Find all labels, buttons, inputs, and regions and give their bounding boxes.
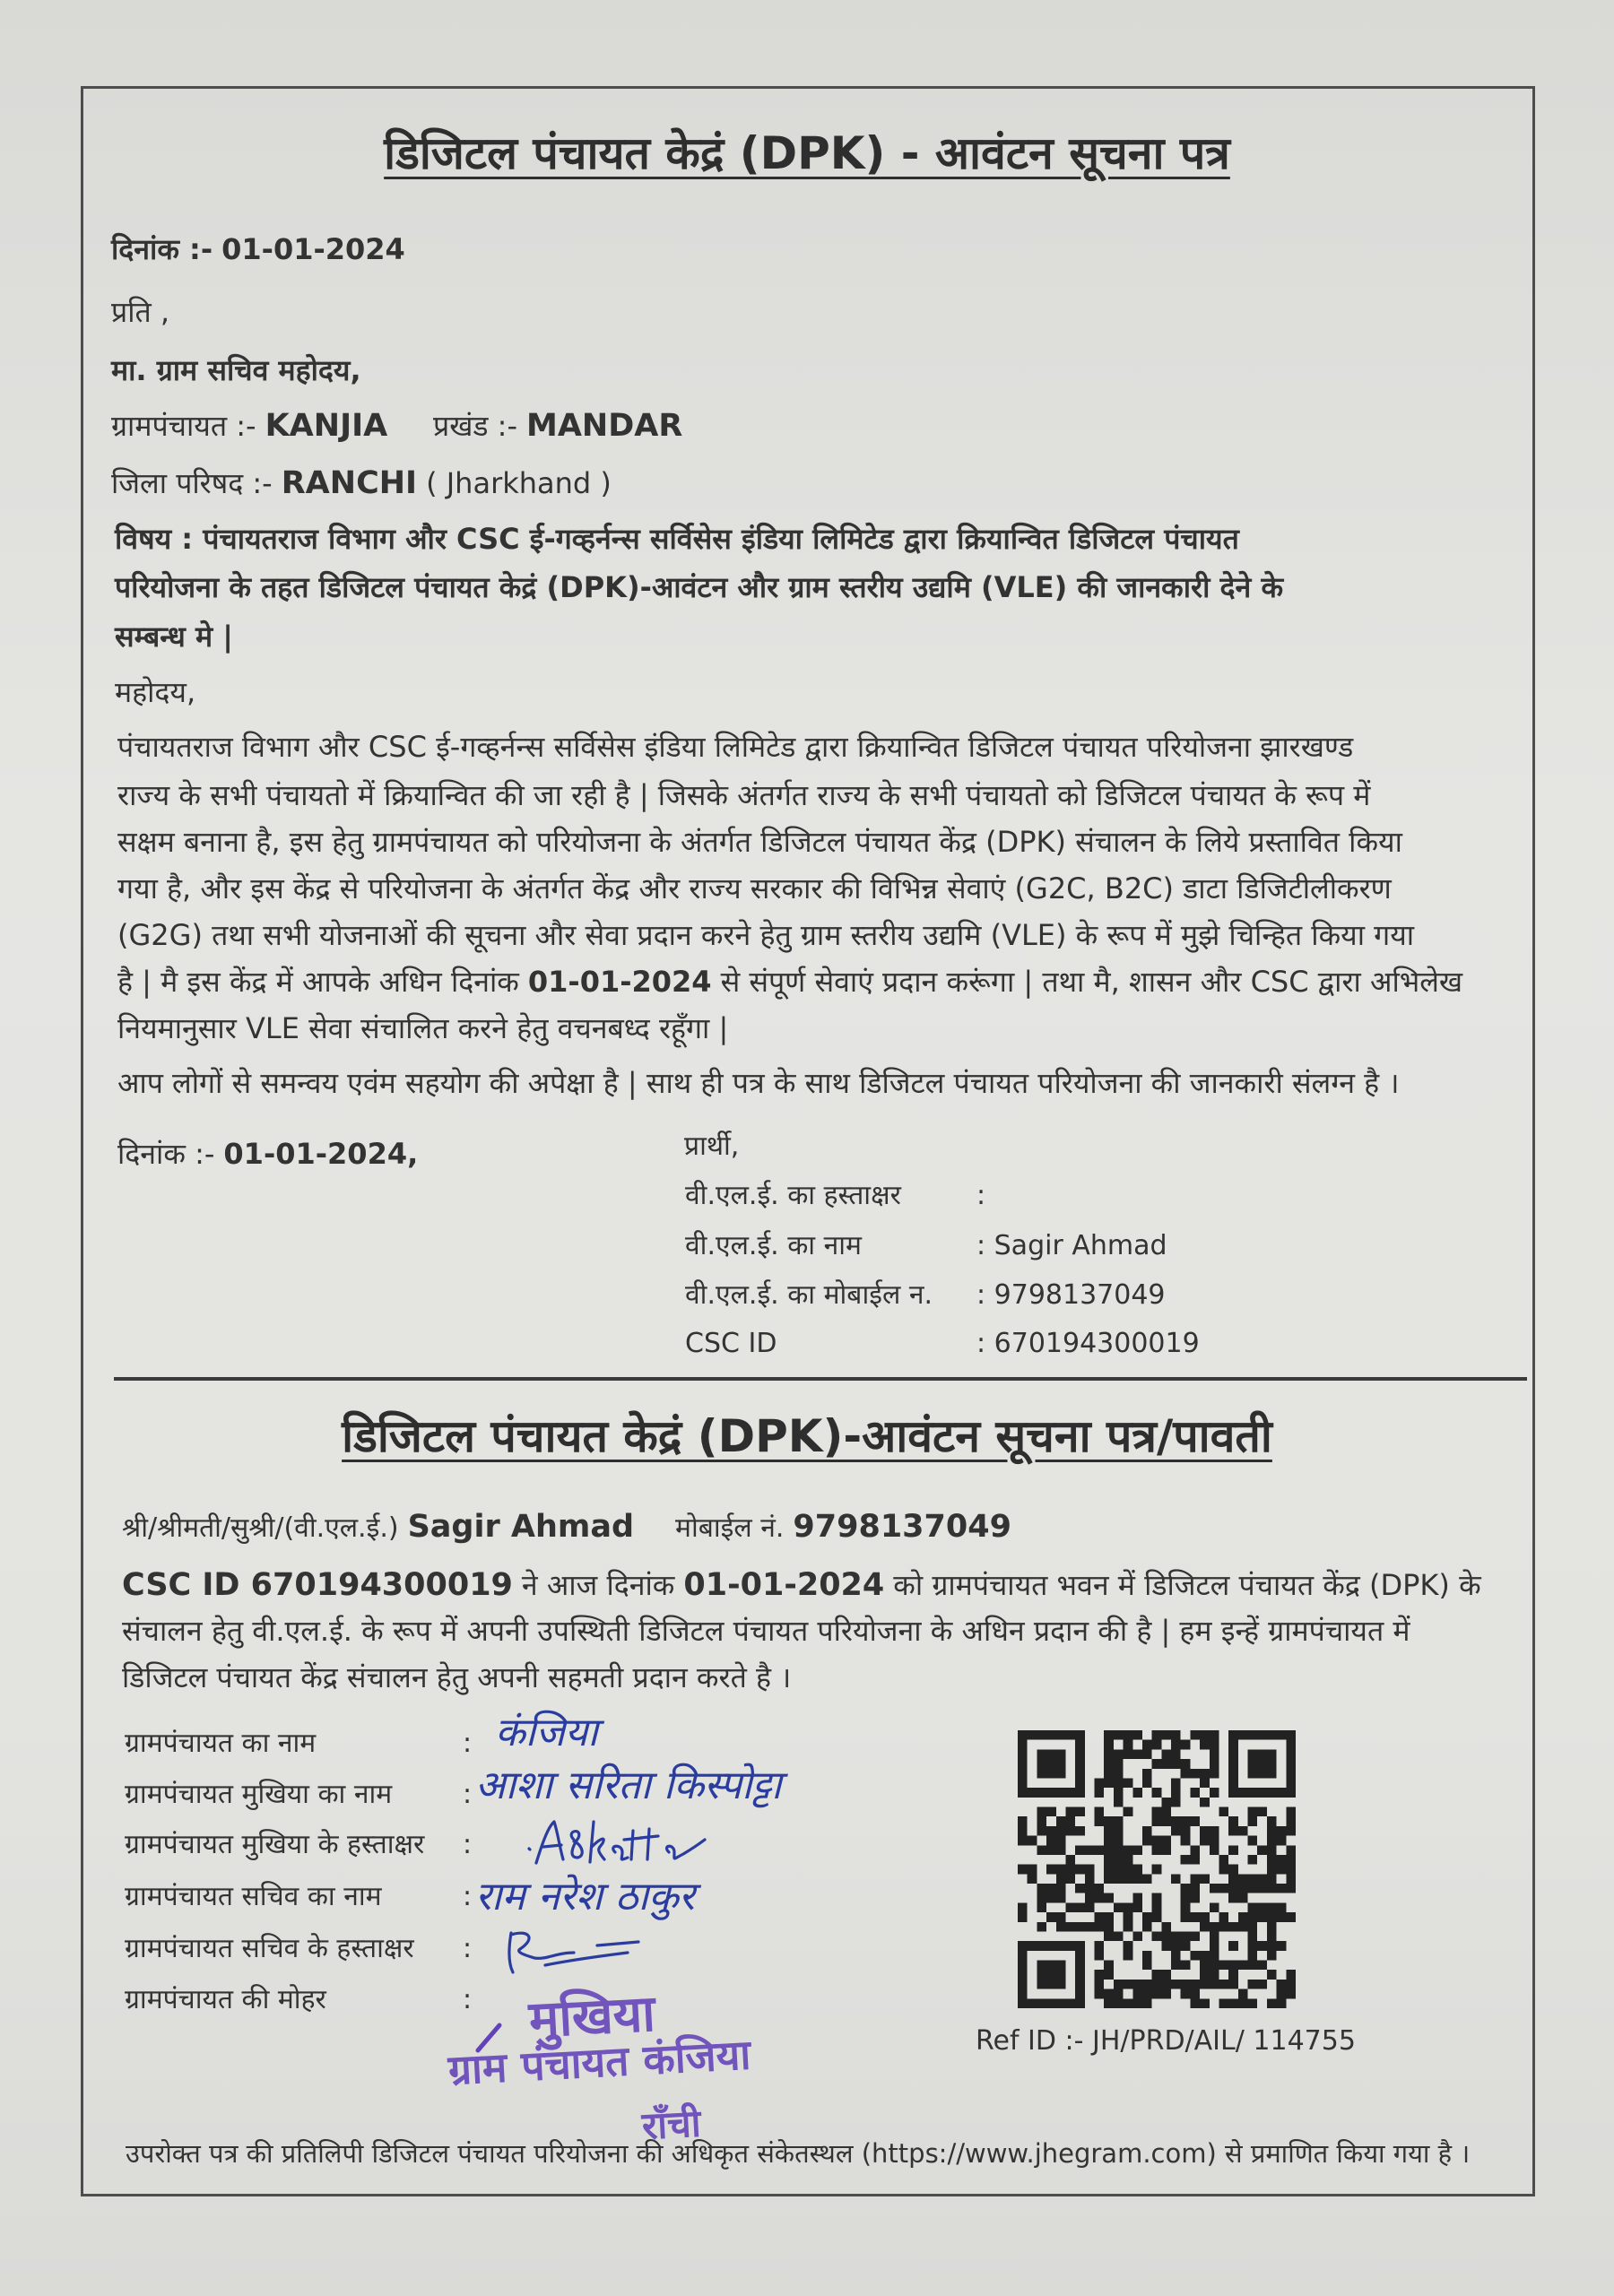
body-line: सक्षम बनाना है, इस हेतु ग्रामपंचायत को परियोजना के अंतर्गत डिजिटल पंचायत केंद्र (DPK) संचालन के लिये प्रस्तावित किया — [117, 825, 1402, 859]
footer-note: उपरोक्त पत्र की प्रतिलिपी डिजिटल पंचायत परियोजना की अधिकृत संकेतस्थल (https://www.jhegram.com) से प्रमाणित किया गया है । — [126, 2138, 1471, 2169]
para-text: को ग्रामपंचायत भवन में डिजिटल पंचायत केंद्र (DPK) के — [893, 1568, 1481, 1602]
field-separator: : — [463, 1933, 473, 1964]
addressee: मा. ग्राम सचिव महोदय, — [111, 353, 361, 387]
handwritten-mukhiya-name: आशा सरिता किस्पोट्टा — [475, 1763, 782, 1808]
csc-id: CSC ID 670194300019 — [122, 1567, 513, 1603]
prati: प्रति , — [111, 295, 170, 329]
gram-panchayat-label: ग्रामपंचायत :- — [111, 409, 256, 443]
mobile-label: मोबाईल नं. — [675, 1512, 785, 1544]
section-divider — [114, 1377, 1527, 1381]
stamp-line-district: राँची — [640, 2101, 702, 2148]
vle-detail-label: CSC ID — [685, 1328, 777, 1359]
para-text: ने आज दिनांक — [521, 1568, 675, 1602]
para-date: 01-01-2024 — [683, 1567, 885, 1603]
block-line — [433, 406, 682, 446]
block-value: MANDAR — [526, 408, 683, 444]
field-separator: : — [463, 1779, 473, 1810]
vle-detail-label: वी.एल.ई. का मोबाईल न. — [685, 1279, 933, 1311]
vle-detail-value: : 670194300019 — [976, 1328, 1200, 1359]
vle-detail-label: वी.एल.ई. का नाम — [685, 1230, 862, 1261]
sachiv-signature — [491, 1926, 653, 1981]
field-separator: : — [463, 1728, 473, 1759]
vle-detail-value: : — [976, 1180, 986, 1211]
field-label: ग्रामपंचायत का नाम — [125, 1728, 317, 1759]
footer-date: 01-01-2024, — [223, 1137, 419, 1171]
qr-code-icon — [1018, 1730, 1296, 2008]
qr-modules — [1018, 1730, 1296, 2008]
receipt-para-line — [122, 1565, 1481, 1605]
stamp-line-panchayat: ग्राम पंचायत कंजिया — [447, 2030, 752, 2094]
vle-detail-value: : Sagir Ahmad — [976, 1230, 1167, 1261]
handwritten-sachiv-name: राम नरेश ठाकुर — [475, 1874, 695, 1919]
state-value: ( Jharkhand ) — [426, 466, 612, 500]
district-label: जिला परिषद :- — [111, 466, 273, 500]
field-label: ग्रामपंचायत मुखिया का नाम — [125, 1779, 393, 1810]
date-label: दिनांक :- — [117, 1137, 215, 1171]
subject-line: विषय : पंचायतराज विभाग और CSC ई-गव्हर्नन्स सर्विसेस इंडिया लिमिटेड द्वारा क्रियान्वित डिजिटल पंचायत — [115, 522, 1239, 556]
district-value: RANCHI — [281, 465, 418, 501]
block-label: प्रखंड :- — [433, 409, 518, 443]
applicant-label: प्रार्थी, — [684, 1131, 740, 1162]
vle-detail-label: वी.एल.ई. का हस्ताक्षर — [685, 1180, 901, 1211]
footer-date-line — [117, 1134, 418, 1174]
body-line — [117, 962, 1462, 1001]
vle-name: Sagir Ahmad — [407, 1509, 635, 1545]
letter-date: 01-01-2024 — [221, 232, 405, 266]
field-label: ग्रामपंचायत सचिव का नाम — [125, 1881, 382, 1912]
receipt-para-line: डिजिटल पंचायत केंद्र संचालन हेतु अपनी सहमती प्रदान करते है । — [122, 1660, 792, 1694]
body-date: 01-01-2024 — [527, 965, 712, 999]
subject-line: परियोजना के तहत डिजिटल पंचायत केद्रं (DPK)-आवंटन और ग्राम स्तरीय उद्यमि (VLE) की जानकारी देने के — [115, 570, 1284, 604]
mukhiya-signature — [518, 1813, 716, 1876]
body-line: नियमानुसार VLE सेवा संचालित करने हेतु वचनबध्द रहूँगा | — [117, 1011, 729, 1045]
ref-id: Ref ID :- JH/PRD/AIL/ 114755 — [976, 2025, 1356, 2057]
receipt-title: डिजिटल पंचायत केद्रं (DPK)-आवंटन सूचना पत्र/पावती — [342, 1410, 1272, 1462]
field-label: ग्रामपंचायत मुखिया के हस्ताक्षर — [125, 1829, 425, 1860]
receipt-para-line: संचालन हेतु वी.एल.ई. के रूप में अपनी उपस्थिती डिजिटल पंचायत परियोजना के अधिन प्रदान की है | हम इन्हें ग्रामपंचायत में — [122, 1614, 1410, 1648]
letter-title: डिजिटल पंचायत केद्रं (DPK) - आवंटन सूचना पत्र — [384, 127, 1230, 179]
handwritten-panchayat-name: कंजिया — [495, 1710, 598, 1755]
vle-name-line — [122, 1509, 634, 1547]
district-line — [111, 464, 612, 503]
body-text: से संपूर्ण सेवाएं प्रदान करूंगा | तथा मै, शासन और CSC द्वारा अभिलेख — [720, 965, 1463, 999]
body-text: है | मै इस केंद्र में आपके अधिन दिनांक — [117, 965, 519, 999]
body-line: गया है, और इस केंद्र से परियोजना के अंतर्गत केंद्र और राज्य सरकार की विभिन्न सेवाएं (G2C, B2C) डाटा डिजिटीलीकरण — [117, 871, 1392, 905]
gram-panchayat-line — [111, 406, 387, 446]
field-label: ग्रामपंचायत की मोहर — [125, 1984, 326, 2015]
field-separator: : — [463, 1881, 473, 1912]
stamp-line-mukhiya: मुखिया — [527, 1984, 657, 2049]
gram-panchayat-value: KANJIA — [265, 408, 388, 444]
body-line: (G2G) तथा सभी योजनाओं की सूचना और सेवा प्रदान करने हेतु ग्राम स्तरीय उद्यमि (VLE) के रूप में मुझे चिन्हित किया गया — [117, 918, 1415, 952]
vle-mobile-line — [675, 1509, 1011, 1547]
vle-prefix: श्री/श्रीमती/सुश्री/(वी.एल.ई.) — [122, 1512, 399, 1544]
subject-line: सम्बन्ध मे | — [115, 619, 233, 654]
vle-mobile: 9798137049 — [793, 1509, 1011, 1545]
field-separator: : — [463, 1984, 473, 2015]
field-separator: : — [463, 1829, 473, 1860]
field-label: ग्रामपंचायत सचिव के हस्ताक्षर — [125, 1933, 414, 1964]
letter-date-line — [111, 230, 405, 269]
body-line: राज्य के सभी पंचायतो में क्रियान्वित की जा रही है | जिसके अंतर्गत राज्य के सभी पंचायतो को डिजिटल पंचायत के रूप में — [117, 778, 1371, 812]
date-label: दिनांक :- — [111, 232, 213, 266]
closing-line: आप लोगों से समन्वय एवंम सहयोग की अपेक्षा है | साथ ही पत्र के साथ डिजिटल पंचायत परियोजना की जानकारी संलग्न है । — [117, 1066, 1400, 1100]
body-line: पंचायतराज विभाग और CSC ई-गव्हर्नन्स सर्विसेस इंडिया लिमिटेड द्वारा क्रियान्वित डिजिटल पंचायत परियोजना झारखण्ड — [117, 730, 1354, 764]
salutation: महोदय, — [115, 675, 196, 709]
vle-detail-value: : 9798137049 — [976, 1279, 1166, 1311]
